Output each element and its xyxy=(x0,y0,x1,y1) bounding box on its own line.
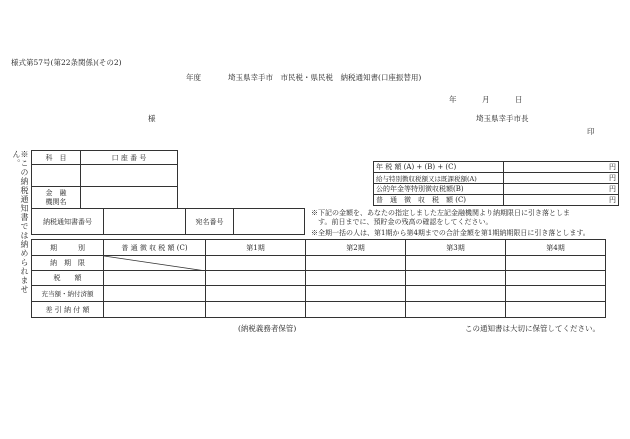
salary-tax-label: 給与特別徴収税額又は既課税額(A) xyxy=(374,173,504,184)
period-4-header: 第4期 xyxy=(506,240,606,256)
fiscal-year-label: 年度 xyxy=(186,73,201,82)
due-date-label: 納 期 限 xyxy=(32,256,104,271)
issuer-name: 埼玉県幸手市長 xyxy=(476,114,529,123)
table-cell xyxy=(104,286,206,302)
salary-tax-unit: 円 xyxy=(504,173,619,184)
subject-header: 科 目 xyxy=(32,151,81,165)
pension-tax-unit: 円 xyxy=(504,184,619,195)
period-2-header: 第2期 xyxy=(306,240,406,256)
keeper-note: (納税義務者保管) xyxy=(238,324,297,333)
table-cell xyxy=(206,271,306,286)
date-year: 年 xyxy=(449,95,457,104)
side-note: ※この納税通知書では納められません。 xyxy=(12,150,29,294)
table-cell xyxy=(306,302,406,318)
account-table xyxy=(31,150,178,209)
diagonal-line xyxy=(104,256,206,271)
table-cell xyxy=(406,286,506,302)
table-cell xyxy=(206,302,306,318)
table-cell xyxy=(406,256,506,271)
seal-mark: 印 xyxy=(587,127,595,136)
ordinary-tax-unit: 円 xyxy=(504,195,619,206)
paid-amount-label: 充当額・納付済額 xyxy=(32,286,104,302)
table-cell xyxy=(506,271,606,286)
bank-name-label: 金 融 機関名 xyxy=(32,187,81,209)
subject-value xyxy=(32,165,81,187)
table-cell xyxy=(506,286,606,302)
table-cell xyxy=(406,271,506,286)
ordinary-tax-label: 普 通 徴 収 税 額 (C) xyxy=(374,195,504,206)
addressee-number-label: 宛名番号 xyxy=(186,209,234,235)
net-payment-label: 差 引 納 付 額 xyxy=(32,302,104,318)
period-1-header: 第1期 xyxy=(206,240,306,256)
date-month: 月 xyxy=(482,95,490,104)
keep-advice: この通知書は大切に保管してください。 xyxy=(465,324,600,333)
id-table xyxy=(31,208,305,235)
period-3-header: 第3期 xyxy=(406,240,506,256)
form-id: 様式第57号(第22条関係)(その2) xyxy=(11,58,122,67)
note-line-2: す。前日までに、預貯金の残高の確認をしてください。 xyxy=(318,218,493,226)
pension-tax-label: 公的年金等特別徴収税額(B) xyxy=(374,184,504,195)
table-cell xyxy=(206,256,306,271)
account-number-value xyxy=(81,165,178,187)
notice-number-label: 納税通知書番号 xyxy=(32,209,104,235)
due-date-diagonal-cell xyxy=(104,256,206,271)
ordinary-tax-header: 普 通 徴 収 税 額 (C) xyxy=(104,240,206,256)
notice-number-value xyxy=(104,209,186,235)
table-cell xyxy=(406,302,506,318)
note-line-3: ※全期一括の人は、第1期から第4期までの合計金額を第1期納期限日に引き落とします。 xyxy=(311,229,590,237)
table-cell xyxy=(306,256,406,271)
table-cell xyxy=(104,271,206,286)
table-cell xyxy=(104,302,206,318)
period-header: 期 別 xyxy=(32,240,104,256)
date-day: 日 xyxy=(515,95,523,104)
schedule-table xyxy=(31,239,606,318)
bank-name-value xyxy=(81,187,178,209)
table-cell xyxy=(206,286,306,302)
annual-tax-unit: 円 xyxy=(504,162,619,173)
tax-amount-label: 税 額 xyxy=(32,271,104,286)
addressee-suffix: 様 xyxy=(148,114,156,123)
table-cell xyxy=(306,286,406,302)
page-title: 埼玉県幸手市 市民税・県民税 納税通知書(口座振替用) xyxy=(228,73,422,82)
table-cell xyxy=(306,271,406,286)
table-cell xyxy=(506,302,606,318)
table-cell xyxy=(506,256,606,271)
addressee-number-value xyxy=(234,209,305,235)
tax-summary-table xyxy=(373,161,619,206)
annual-tax-label: 年 税 額 (A) + (B) + (C) xyxy=(374,162,504,173)
note-line-1: ※下記の金額を、あなたの指定しました左記金融機関より納期限日に引き落としま xyxy=(311,209,570,217)
account-number-header: 口 座 番 号 xyxy=(81,151,178,165)
